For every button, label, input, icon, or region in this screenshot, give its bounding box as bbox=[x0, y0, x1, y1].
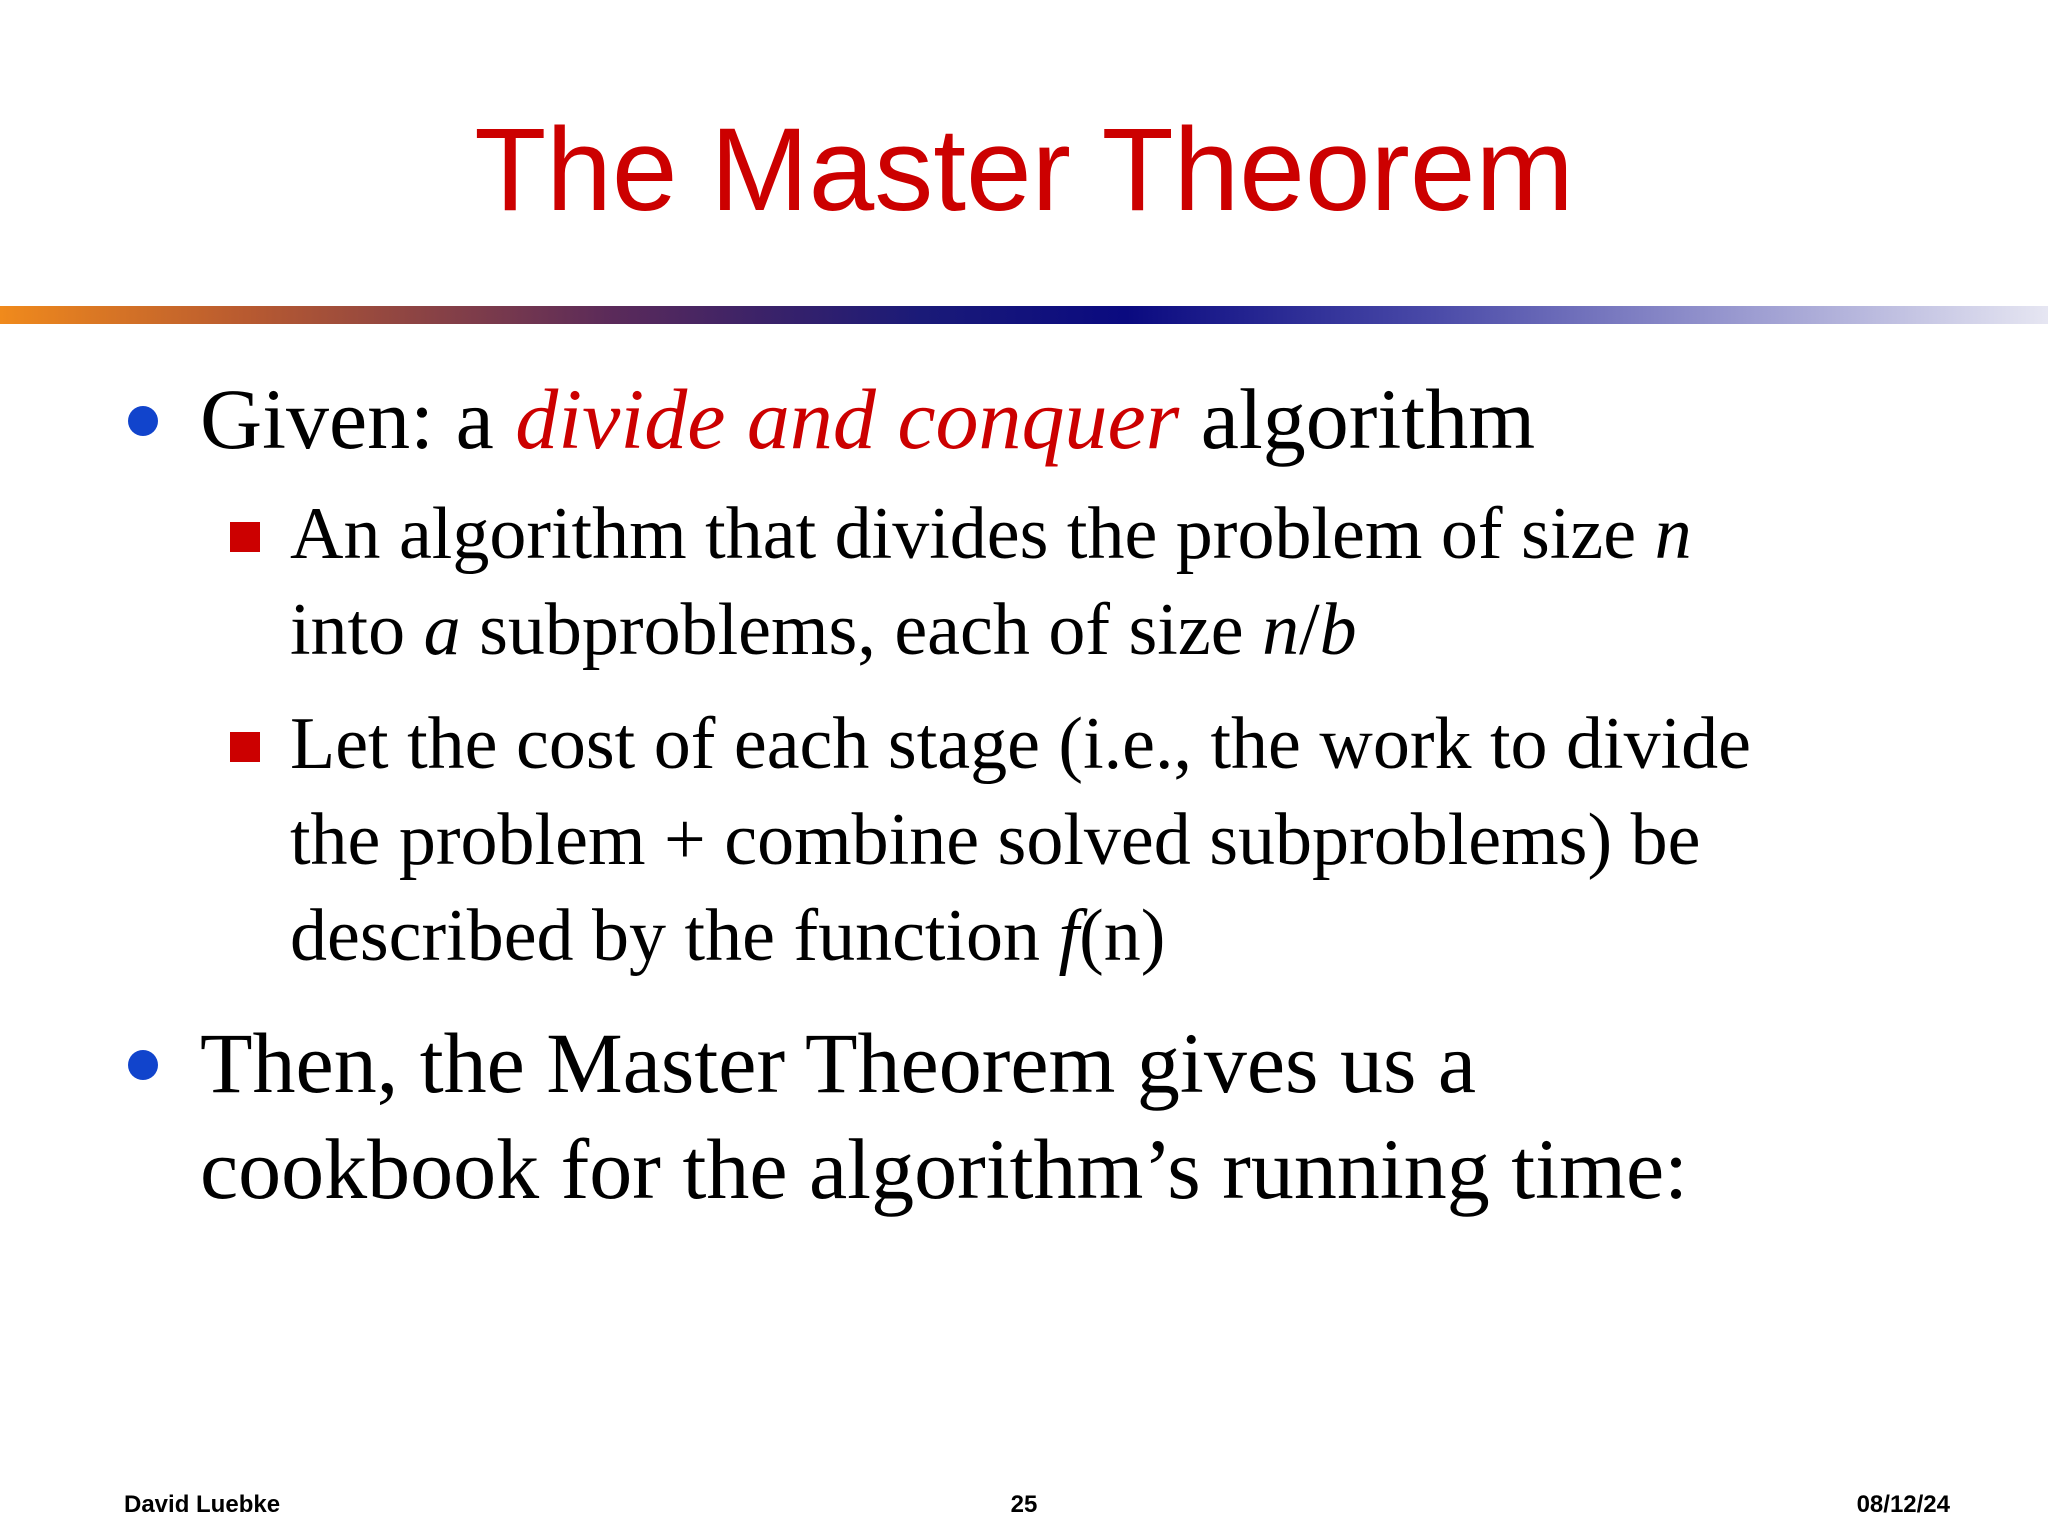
sub-bullet-definition-text bbox=[290, 486, 2010, 678]
bullet-square-icon bbox=[230, 732, 260, 762]
var-n: n bbox=[1262, 589, 1300, 671]
bullet-dot-icon bbox=[128, 1050, 158, 1080]
text-segment: described by the function bbox=[290, 895, 1059, 977]
var-a: a bbox=[423, 589, 461, 671]
sub-bullet-cost-line1: Let the cost of each stage (i.e., the work to divide bbox=[290, 703, 1751, 785]
title-divider-rule bbox=[0, 306, 2048, 324]
bullet-given-text bbox=[200, 366, 2000, 472]
bullet-dot-icon bbox=[128, 406, 158, 436]
sub-bullet-cost-text bbox=[290, 696, 2010, 984]
bullet-then-line2: cookbook for the algorithm’s running time: bbox=[200, 1121, 1689, 1217]
text-segment: subproblems, each of size bbox=[460, 589, 1263, 671]
var-n: n bbox=[1654, 493, 1692, 575]
sub-bullet-definition-line2 bbox=[290, 582, 2010, 678]
footer-date: 08/12/24 bbox=[1856, 1491, 1950, 1518]
sub-bullet-definition-line1 bbox=[290, 486, 2010, 582]
text-segment: into bbox=[290, 589, 424, 671]
bullet-then-line1: Then, the Master Theorem gives us a bbox=[200, 1015, 1477, 1111]
sub-bullet-cost-line2: the problem + combine solved subproblems) be bbox=[290, 799, 1701, 881]
bullet-given-suffix: algorithm bbox=[1179, 371, 1536, 467]
bullet-given-prefix: Given: a bbox=[200, 371, 516, 467]
footer-page-number: 25 bbox=[1010, 1491, 1038, 1518]
bullet-square-icon bbox=[230, 522, 260, 552]
sub-bullet-cost-line3 bbox=[290, 888, 2010, 984]
slide-title: The Master Theorem bbox=[474, 104, 1574, 236]
var-b: b bbox=[1319, 589, 1357, 671]
slash: / bbox=[1299, 589, 1320, 671]
divide-and-conquer-emphasis: divide and conquer bbox=[515, 371, 1180, 467]
var-f: f bbox=[1058, 895, 1080, 977]
bullet-then-text bbox=[200, 1010, 2000, 1222]
footer-author: David Luebke bbox=[124, 1491, 281, 1518]
text-segment: An algorithm that divides the problem of size bbox=[290, 493, 1655, 575]
text-segment: (n) bbox=[1079, 895, 1166, 977]
